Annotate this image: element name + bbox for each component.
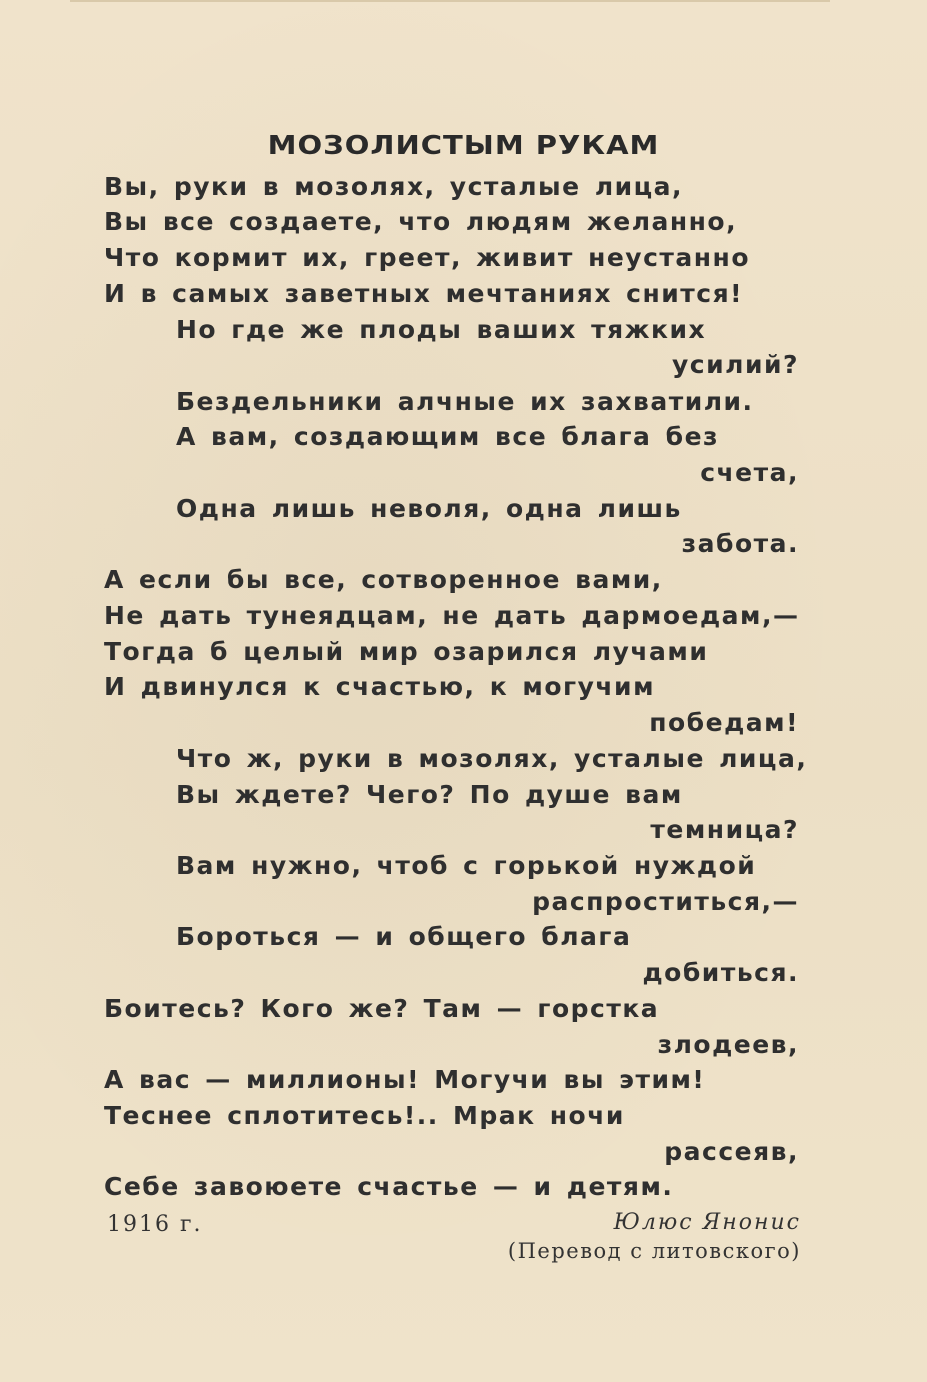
poem-line: Себе завоюете счастье — и детям.: [104, 1172, 674, 1201]
poem-line: Вы все создаете, что людям желанно,: [104, 207, 738, 236]
poem-line: Бороться — и общего блага: [176, 922, 632, 951]
poem-line: А вас — миллионы! Могучи вы этим!: [104, 1065, 706, 1094]
poem-line: Боитесь? Кого же? Там — горстка: [104, 994, 660, 1023]
poem-line-continuation: счета,: [700, 458, 799, 487]
poem-line: А если бы все, сотворенное вами,: [104, 565, 663, 594]
poem-line: Теснее сплотитесь!.. Мрак ночи: [104, 1101, 625, 1130]
poem-line: Что кормит их, греет, живит неустанно: [104, 243, 751, 272]
poem-line: Одна лишь неволя, одна лишь: [176, 494, 682, 523]
translation-note: (Перевод с литовского): [507, 1239, 801, 1263]
poem-line: А вам, создающим все блага без: [176, 422, 720, 451]
page-edge: [70, 0, 830, 2]
poem-line-continuation: усилий?: [672, 350, 799, 379]
poem-line: Вы, руки в мозолях, усталые лица,: [104, 172, 684, 201]
poem-line-continuation: распроститься,—: [532, 887, 799, 916]
poem-line: Не дать тунеядцам, не дать дармоедам,—: [104, 601, 800, 630]
poem-line: И двинулся к счастью, к могучим: [104, 672, 656, 701]
poem-year: 1916 г.: [107, 1212, 203, 1237]
poem-line: Что ж, руки в мозолях, усталые лица,: [176, 744, 808, 773]
poem-line-continuation: темница?: [650, 815, 799, 844]
poem-line-continuation: забота.: [681, 529, 799, 558]
poem-line-continuation: победам!: [649, 708, 799, 737]
poem-line-continuation: добиться.: [642, 958, 799, 987]
poem-line-continuation: рассеяв,: [664, 1137, 799, 1166]
poem-line: Вам нужно, чтоб с горькой нуждой: [176, 851, 757, 880]
poem-title: МОЗОЛИСТЫМ РУКАМ: [267, 129, 660, 161]
poem-line: Вы ждете? Чего? По душе вам: [176, 780, 683, 809]
poem-line: Бездельники алчные их захватили.: [176, 387, 754, 416]
poem-line: И в самых заветных мечтаниях снится!: [104, 279, 744, 308]
poem-author: Юлюс Янонис: [613, 1210, 801, 1235]
poem-line: Тогда б целый мир озарился лучами: [104, 637, 709, 666]
poem-line-continuation: злодеев,: [657, 1030, 799, 1059]
poem-line: Но где же плоды ваших тяжких: [176, 315, 707, 344]
